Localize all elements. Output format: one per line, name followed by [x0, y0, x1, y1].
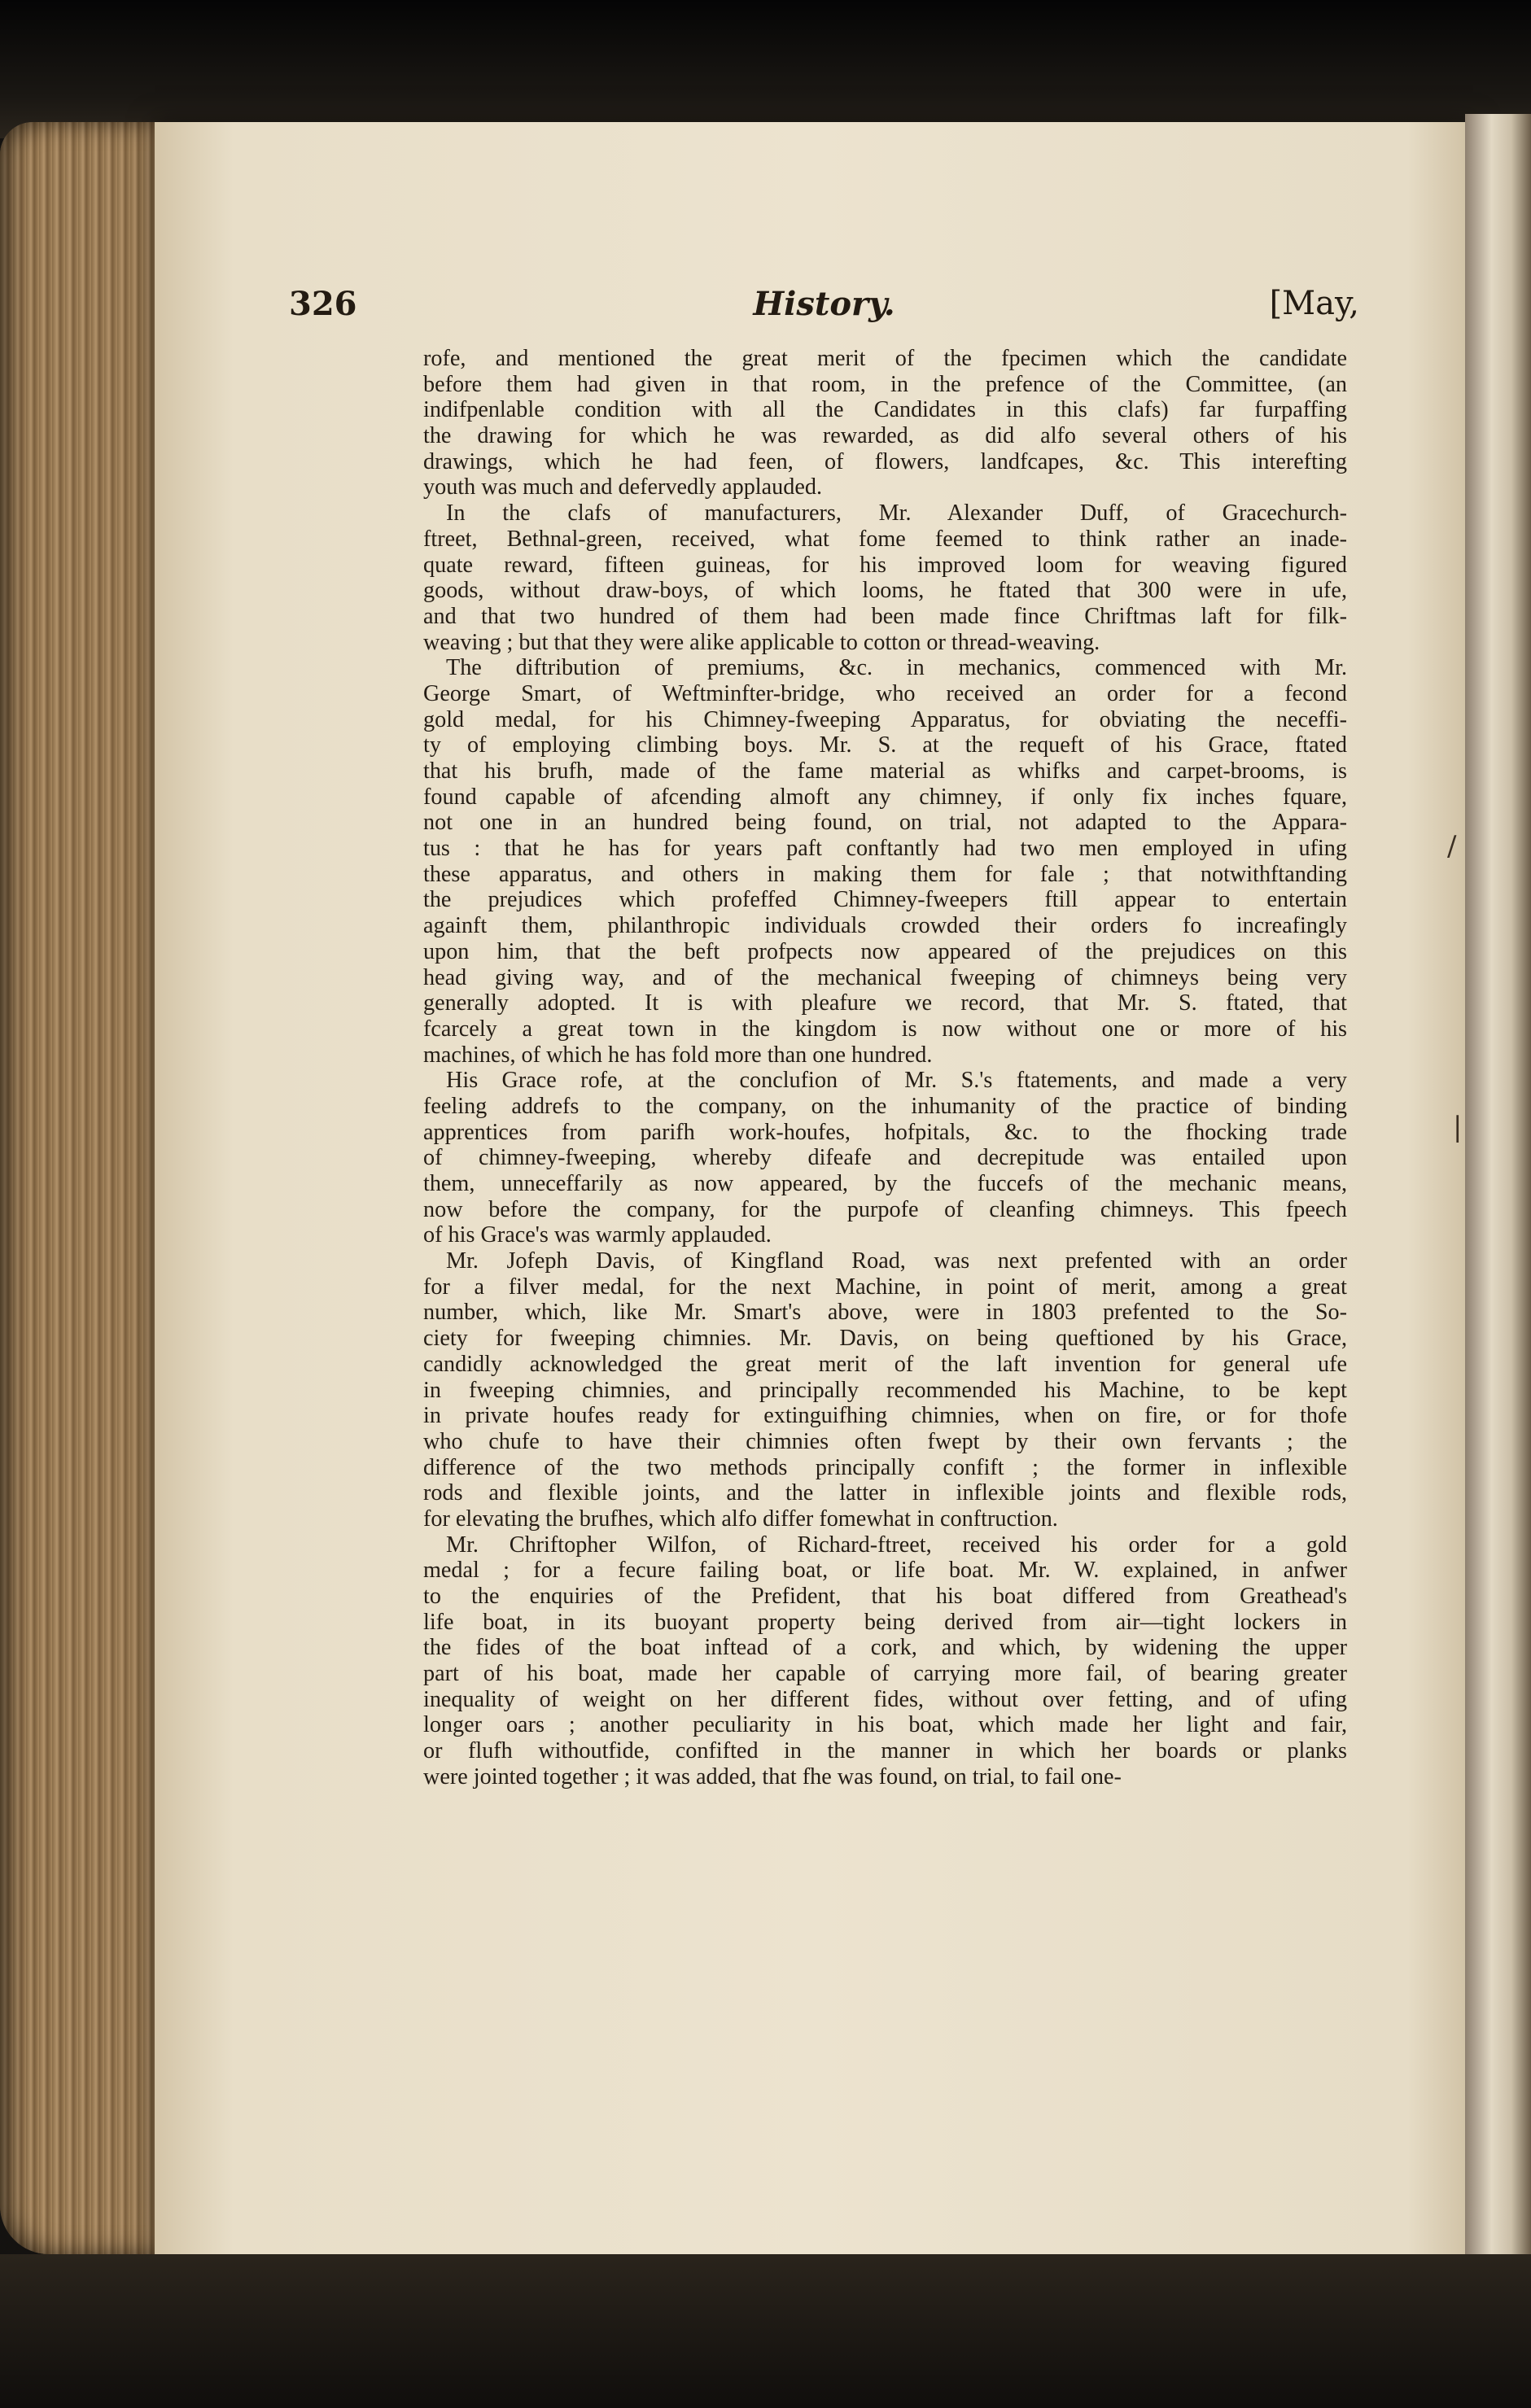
paragraph — [423, 655, 1347, 1068]
text-line: of his Grace's was warmly applauded. — [423, 1222, 772, 1248]
text-line: that his brufh, made of the fame material as whifks and carpet-brooms, is — [423, 758, 1347, 784]
book-edge-right — [1465, 114, 1531, 2262]
text-line: in fweeping chimnies, and principally recommended his Machine, to be kept — [423, 1377, 1347, 1403]
text-line: In the clafs of manufacturers, Mr. Alexander Duff, of Gracechurch- — [446, 500, 1347, 527]
text-line: who chufe to have their chimnies often fwept by their own fervants ; the — [423, 1428, 1347, 1454]
text-line: or flufh withoutfide, confifted in the manner in which her boards or planks — [423, 1738, 1347, 1764]
text-line: were jointed together ; it was added, that fhe was found, on trial, to fail one- — [423, 1763, 1122, 1790]
text-line: the drawing for which he was rewarded, as did alfo several others of his — [423, 423, 1347, 449]
text-line: George Smart, of Weftminfter-bridge, who received an order for a fecond — [423, 680, 1347, 706]
text-line: medal ; for a fecure failing boat, or life boat. Mr. W. explained, in anfwer — [423, 1558, 1347, 1584]
text-line: now before the company, for the purpofe of cleanfing chimneys. This fpeech — [423, 1196, 1347, 1222]
text-line: not one in an hundred being found, on trial, not adapted to the Appara- — [423, 810, 1347, 836]
text-line: found capable of afcending almoft any chimney, if only fix inches fquare, — [423, 784, 1347, 810]
text-line: His Grace rofe, at the conclufion of Mr. S.'s ftatements, and made a very — [446, 1068, 1347, 1094]
text-line: tus : that he has for years paft conftantly had two men employed in ufing — [423, 836, 1347, 862]
text-line: indifpenlable condition with all the Candidates in this clafs) far furpaffing — [423, 397, 1347, 423]
text-line: number, which, like Mr. Smart's above, were in 1803 prefented to the So- — [423, 1300, 1347, 1326]
text-line: Mr. Jofeph Davis, of Kingfland Road, was next prefented with an order — [446, 1248, 1347, 1274]
book-edge-left — [0, 122, 171, 2254]
text-line: goods, without draw-boys, of which looms, he ftated that 300 were in ufe, — [423, 578, 1347, 604]
text-line: apprentices from parifh work-houfes, hofpitals, &c. to the fhocking trade — [423, 1119, 1347, 1145]
text-line: inequality of weight on her different fides, without over fetting, and of ufing — [423, 1686, 1347, 1712]
text-line: these apparatus, and others in making them for fale ; that notwithftanding — [423, 861, 1347, 887]
text-line: to the enquiries of the Prefident, that his boat differed from Greathead's — [423, 1584, 1347, 1609]
text-line: youth was much and defervedly applauded. — [423, 474, 822, 500]
text-line: the prejudices which profeffed Chimney-fweepers ftill appear to entertain — [423, 887, 1347, 913]
text-line: againft them, philanthropic individuals crowded their orders fo increafingly — [423, 913, 1347, 939]
article-body — [423, 346, 1347, 1790]
text-line: feeling addrefs to the company, on the inhumanity of the practice of binding — [423, 1093, 1347, 1119]
paragraph — [423, 1248, 1347, 1532]
text-line: Mr. Chriftopher Wilfon, of Richard-ftreet, received his order for a gold — [446, 1532, 1347, 1558]
text-line: ty of employing climbing boys. Mr. S. at the requeft of his Grace, ftated — [423, 732, 1347, 758]
text-line: them, unneceffarily as now appeared, by the fuccefs of the mechanic means, — [423, 1171, 1347, 1196]
text-line: gold medal, for his Chimney-fweeping Apparatus, for obviating the neceffi- — [423, 706, 1347, 732]
text-line: quate reward, fifteen guineas, for his improved loom for weaving figured — [423, 552, 1347, 578]
paragraph — [423, 1532, 1347, 1790]
text-line: rofe, and mentioned the great merit of the fpecimen which the candidate — [423, 346, 1347, 371]
page-number: 326 — [289, 285, 357, 323]
top-shadow — [0, 0, 1531, 138]
bottom-shadow — [0, 2254, 1531, 2408]
text-line: ftreet, Bethnal-green, received, what fome feemed to think rather an inade- — [423, 526, 1347, 552]
running-title: History. — [753, 285, 895, 323]
paragraph — [423, 1068, 1347, 1248]
text-line: weaving ; but that they were alike applicable to cotton or thread-weaving. — [423, 629, 1100, 655]
page-header — [289, 285, 1359, 334]
text-line: part of his boat, made her capable of carrying more fail, of bearing greater — [423, 1661, 1347, 1687]
text-line: for a filver medal, for the next Machine, in point of merit, among a great — [423, 1274, 1347, 1300]
text-line: in private houfes ready for extinguifhing chimnies, when on fire, or for thofe — [423, 1403, 1347, 1429]
text-line: the fides of the boat inftead of a cork, and which, by widening the upper — [423, 1635, 1347, 1661]
text-line: drawings, which he had feen, of flowers, landfcapes, &c. This interefting — [423, 448, 1347, 474]
running-date: [May, — [1269, 285, 1359, 322]
text-line: difference of the two methods principally confift ; the former in inflexible — [423, 1454, 1347, 1480]
paragraph — [423, 346, 1347, 500]
text-line: of chimney-fweeping, whereby difeafe and decrepitude was entailed upon — [423, 1145, 1347, 1171]
margin-ink-mark: / — [1447, 830, 1457, 863]
paragraph — [423, 500, 1347, 655]
text-line: and that two hundred of them had been made fince Chriftmas laft for filk- — [423, 603, 1347, 629]
text-line: machines, of which he has fold more than one hundred. — [423, 1042, 933, 1068]
margin-ink-mark: | — [1453, 1111, 1463, 1143]
text-line: rods and flexible joints, and the latter in inflexible joints and flexible rods, — [423, 1480, 1347, 1506]
text-line: fcarcely a great town in the kingdom is now without one or more of his — [423, 1016, 1347, 1042]
text-line: ciety for fweeping chimnies. Mr. Davis, on being queftioned by his Grace, — [423, 1326, 1347, 1352]
text-line: candidly acknowledged the great merit of the laft invention for general ufe — [423, 1351, 1347, 1377]
text-line: before them had given in that room, in the prefence of the Committee, (an — [423, 371, 1347, 397]
text-line: longer oars ; another peculiarity in his boat, which made her light and fair, — [423, 1712, 1347, 1738]
text-line: head giving way, and of the mechanical fweeping of chimneys being very — [423, 964, 1347, 990]
text-line: generally adopted. It is with pleafure we record, that Mr. S. ftated, that — [423, 990, 1347, 1016]
text-line: upon him, that the beft profpects now appeared of the prejudices on this — [423, 938, 1347, 964]
text-line: The diftribution of premiums, &c. in mechanics, commenced with Mr. — [446, 655, 1347, 681]
text-line: for elevating the brufhes, which alfo differ fomewhat in conftruction. — [423, 1506, 1058, 1532]
text-line: life boat, in its buoyant property being derived from air—tight lockers in — [423, 1609, 1347, 1635]
